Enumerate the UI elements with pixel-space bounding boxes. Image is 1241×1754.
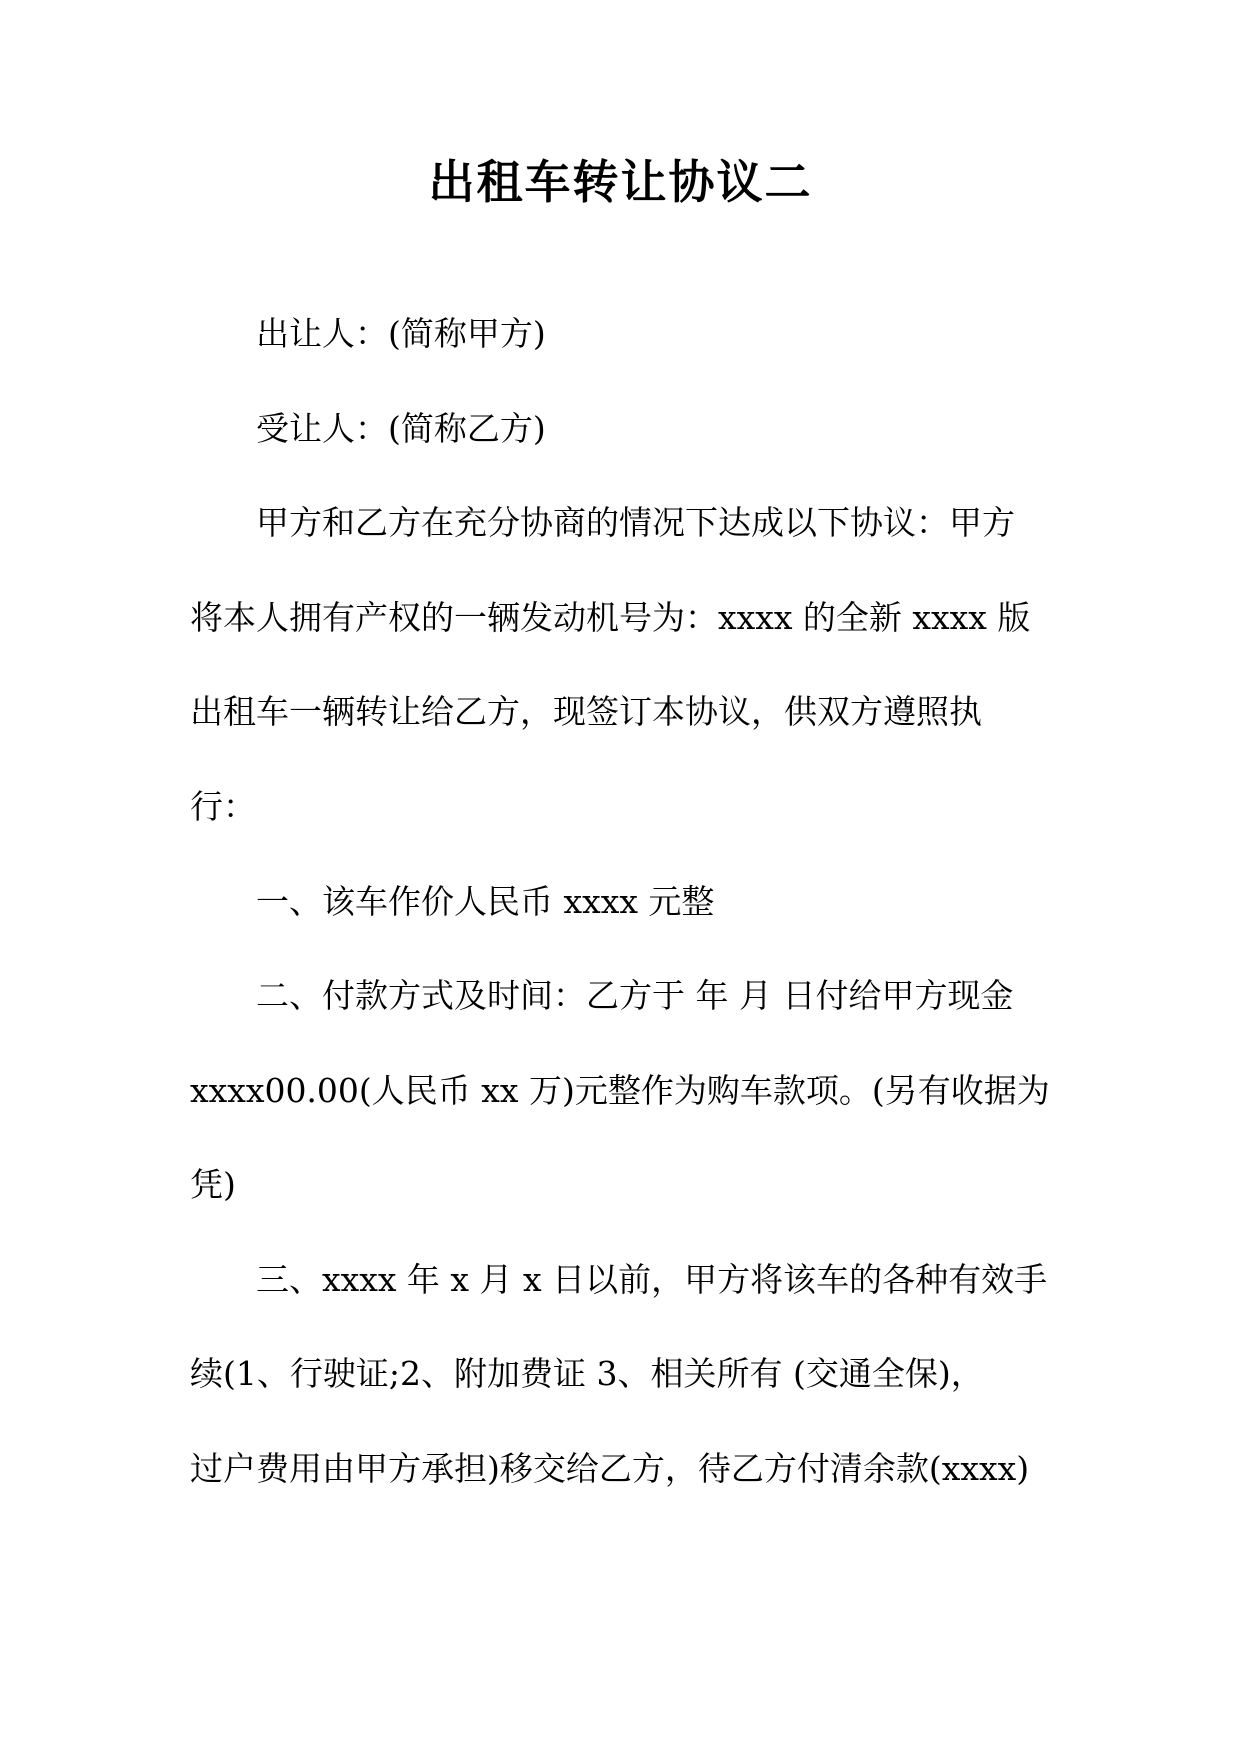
buyer-line: 受让人：(简称乙方) xyxy=(256,409,546,448)
agreement-intro-line-4: 行： xyxy=(190,787,256,826)
clause-3-line-2: 续(1、行驶证;2、附加费证 3、相关所有 (交通全保)， xyxy=(190,1354,984,1393)
clause-2-line-1: 二、付款方式及时间：乙方于 年 月 日付给甲方现金 xyxy=(256,976,1014,1015)
clause-2-line-2: xxxx00.00(人民币 xx 万)元整作为购车款项。(另有收据为 xyxy=(190,1071,1050,1110)
agreement-intro-line-1: 甲方和乙方在充分协商的情况下达成以下协议：甲方 xyxy=(256,503,1015,542)
clause-3-line-1: 三、xxxx 年 x 月 x 日以前，甲方将该车的各种有效手 xyxy=(256,1260,1048,1299)
clause-2-line-3: 凭) xyxy=(190,1165,236,1204)
seller-line: 出让人：(简称甲方) xyxy=(256,314,546,353)
document-title: 出租车转让协议二 xyxy=(428,155,813,209)
clause-1-line-1: 一、该车作价人民币 xxxx 元整 xyxy=(256,882,715,921)
clause-3-line-3: 过户费用由甲方承担)移交给乙方，待乙方付清余款(xxxx) xyxy=(190,1449,1030,1488)
agreement-intro-line-3: 出租车一辆转让给乙方，现签订本协议，供双方遵照执 xyxy=(190,692,982,731)
agreement-intro-line-2: 将本人拥有产权的一辆发动机号为：xxxx 的全新 xxxx 版 xyxy=(190,598,1031,637)
